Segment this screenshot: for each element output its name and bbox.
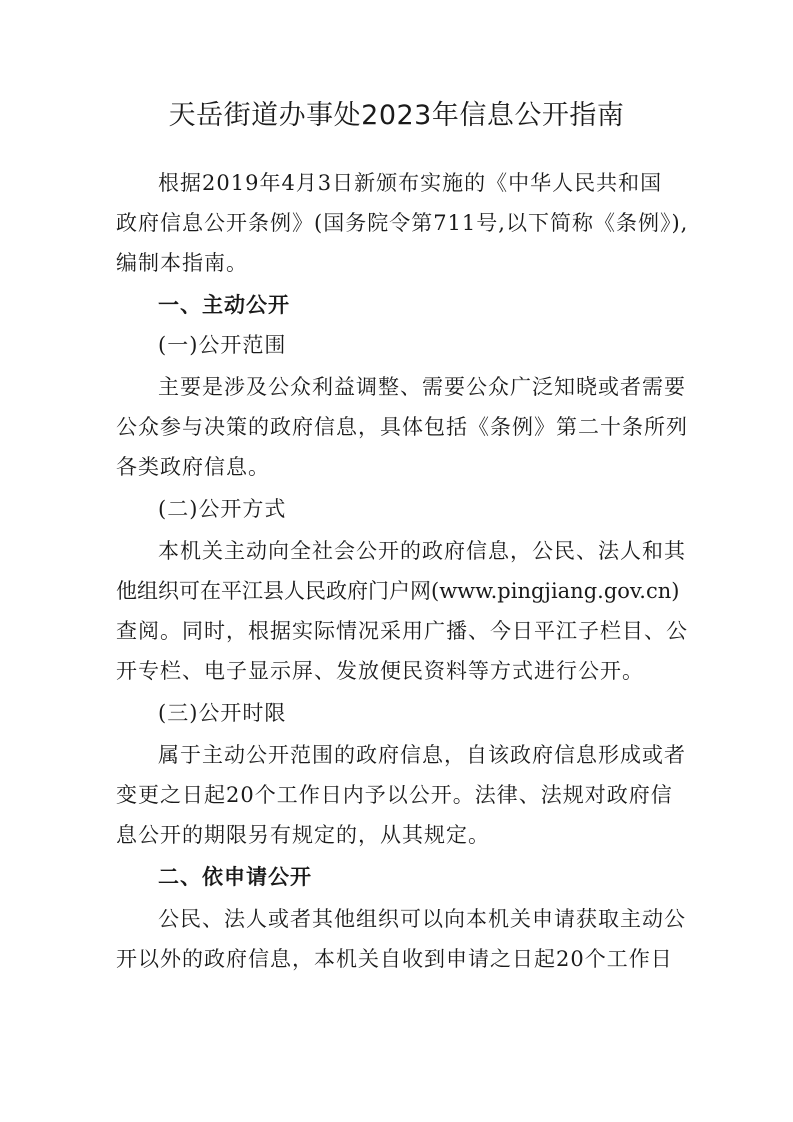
subsection-heading-method: (二)公开方式 bbox=[158, 497, 287, 521]
paragraph-line: 公民、法人或者其他组织可以向本机关申请获取主动公 bbox=[158, 907, 686, 931]
paragraph-line: 政府信息公开条例》(国务院令第711号,以下简称《条例》), bbox=[116, 211, 689, 235]
paragraph-line: 主要是涉及公众利益调整、需要公众广泛知晓或者需要 bbox=[158, 375, 686, 399]
paragraph-line: 本机关主动向全社会公开的政府信息，公民、法人和其 bbox=[158, 539, 686, 563]
section-heading-proactive: 一、主动公开 bbox=[158, 293, 290, 317]
paragraph-line: 变更之日起20个工作日内予以公开。法律、法规对政府信 bbox=[116, 783, 673, 807]
paragraph-line: 各类政府信息。 bbox=[116, 455, 270, 479]
paragraph-line: 查阅。同时，根据实际情况采用广播、今日平江子栏目、公 bbox=[116, 619, 688, 643]
section-heading-application: 二、依申请公开 bbox=[158, 865, 312, 889]
paragraph-line: 息公开的期限另有规定的，从其规定。 bbox=[116, 823, 490, 847]
paragraph-line: 公众参与决策的政府信息，具体包括《条例》第二十条所列 bbox=[116, 415, 688, 439]
subsection-heading-deadline: (三)公开时限 bbox=[158, 701, 287, 725]
subsection-heading-scope: (一)公开范围 bbox=[158, 333, 287, 357]
paragraph-line: 属于主动公开范围的政府信息，自该政府信息形成或者 bbox=[158, 743, 686, 767]
paragraph-line: 根据2019年4月3日新颁布实施的《中华人民共和国 bbox=[158, 171, 663, 195]
paragraph-line: 开以外的政府信息，本机关自收到申请之日起20个工作日 bbox=[116, 947, 673, 971]
document-title: 天岳街道办事处2023年信息公开指南 bbox=[168, 100, 625, 131]
paragraph-line: 开专栏、电子显示屏、发放便民资料等方式进行公开。 bbox=[116, 659, 644, 683]
paragraph-line: 他组织可在平江县人民政府门户网(www.pingjiang.gov.cn) bbox=[116, 579, 680, 603]
paragraph-line: 编制本指南。 bbox=[116, 251, 248, 275]
